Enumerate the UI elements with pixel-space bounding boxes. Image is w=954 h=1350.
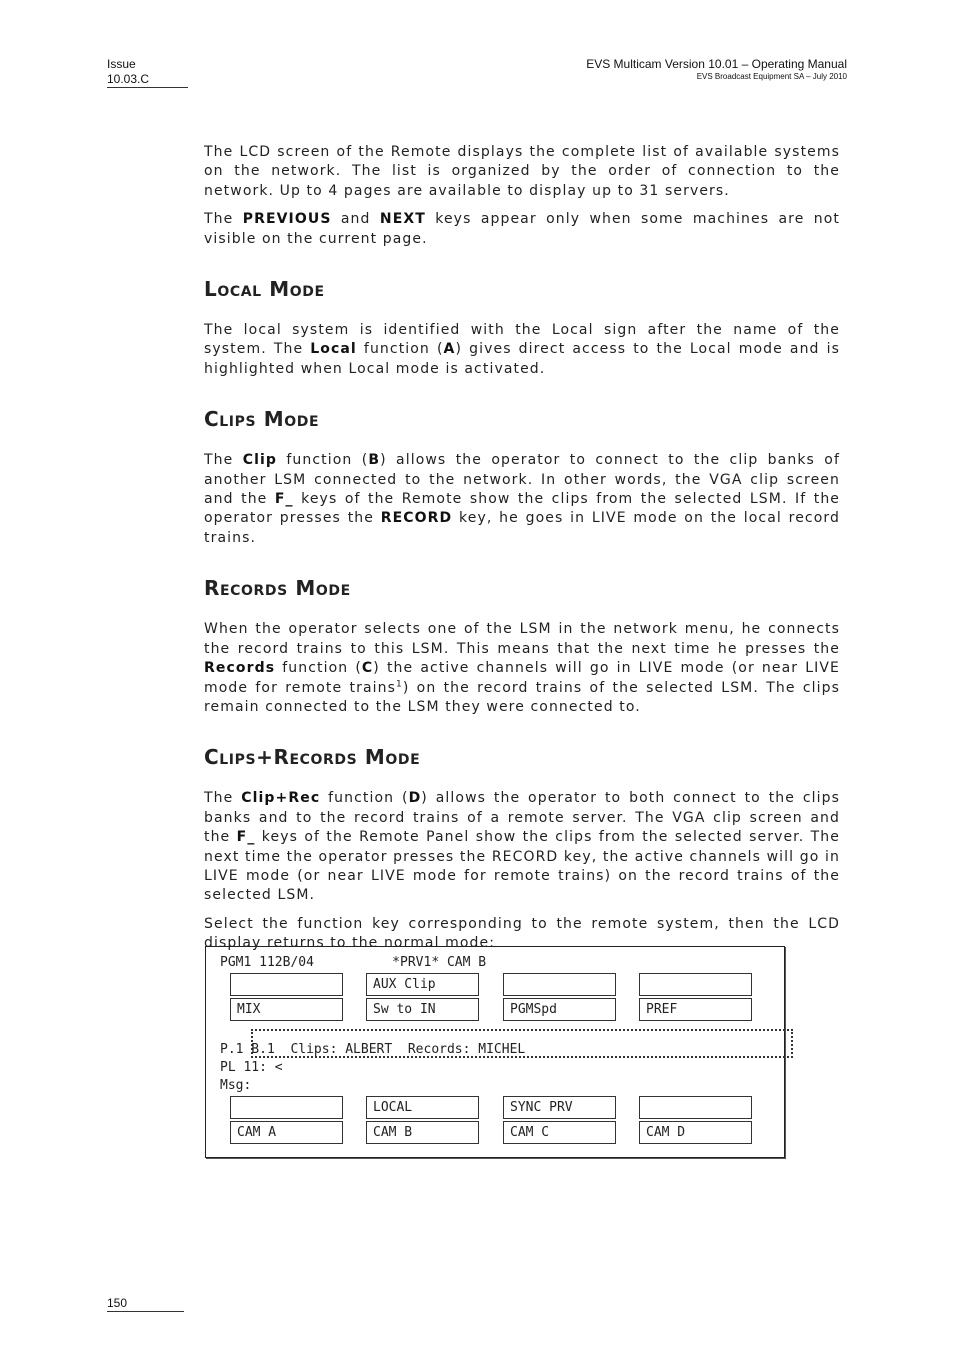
lcd-playlist-line: PL 11: < [220,1060,283,1075]
lcd-key-f3 [503,973,616,996]
footnote-marker[interactable]: 1 [395,678,403,689]
intro-paragraph-1: The LCD screen of the Remote displays the complete list of available systems on the network. The list is organized by the order of connection to the network. Up to 4 pages are available to display up to 31 servers. [204,144,840,199]
issue-number: 10.03.C [107,72,188,88]
records-mode-heading: Records Mode [204,576,351,601]
lcd-display-figure [205,946,785,1158]
clips-records-mode-paragraph: The Clip+Rec function (D) allows the operator to both connect to the clips banks and to the record trains of a remote server. The VGA clip screen and the F_ keys of the Remote Panel show the clips from the selected server. The next time the operator presses the RECORD key, the active channels will go in LIVE mode (or near LIVE mode for remote trains) on the record trains of the selected LSM. [204,790,841,904]
lcd-cam-b: CAM B [366,1121,479,1144]
lcd-key-b: LOCAL [366,1096,479,1119]
lcd-cam-a: CAM A [230,1121,343,1144]
issue-label: Issue [107,57,136,71]
page-content [204,143,840,963]
records-mode-paragraph: When the operator selects one of the LSM in the network menu, he connects the record trains to this LSM. This means that the next time he presses the Records function (C) the active channels will go in LIVE mode (or near LIVE mode for remote trains$^1$) on the record trains of the selected LSM. The clips remain connected to the LSM they were connected to. [204,621,840,715]
lcd-cam-c: CAM C [503,1121,616,1144]
lcd-key-a [230,1096,343,1119]
lcd-intro-paragraph: Select the function key corresponding to the remote system, then the LCD display returns to the normal mode: [204,915,840,952]
intro-paragraph-2: The PREVIOUS and NEXT keys appear only when some machines are not visible on the current page. [204,211,840,247]
next-key-label: NEXT [379,211,426,228]
previous-key-label: PREVIOUS [242,211,332,228]
lcd-key-f8: PREF [639,998,752,1021]
lcd-message-line: Msg: [220,1078,252,1093]
lcd-key-f6: Sw to IN [366,998,479,1021]
lcd-key-f4 [639,973,752,996]
lcd-cam-d: CAM D [639,1121,752,1144]
lcd-key-d [639,1096,752,1119]
lcd-key-f2: AUX Clip [366,973,479,996]
lcd-top-line: PGM1 112B/04 *PRV1* CAM B [220,955,487,970]
local-mode-heading: Local Mode [204,277,325,302]
lcd-key-f7: PGMSpd [503,998,616,1021]
manual-title: EVS Multicam Version 10.01 – Operating Manual [586,57,847,71]
clips-records-mode-heading: Clips+Records Mode [204,745,421,770]
lcd-key-f5: MIX [230,998,343,1021]
running-header [586,57,847,82]
lcd-key-c: SYNC PRV [503,1096,616,1119]
clips-mode-paragraph: The Clip function (B) allows the operator to connect to the clip banks of another LSM connected to the network. In other words, the VGA clip screen and the F_ keys of the Remote show the clips from the selected LSM. If the operator presses the RECORD key, he goes in LIVE mode on the local record trains. [204,452,841,546]
issue-block [107,57,188,88]
clips-mode-heading: Clips Mode [204,407,320,432]
lcd-key-f1 [230,973,343,996]
manual-subtitle: EVS Broadcast Equipment SA – July 2010 [696,72,847,81]
page-number: 150 [107,1295,184,1312]
lcd-status-line: P.1 B.1 Clips: ALBERT Records: MICHEL [220,1042,526,1057]
local-mode-paragraph: The local system is identified with the Local sign after the name of the system. The Local function (A) gives direct access to the Local mode and is highlighted when Local mode is activated. [204,322,841,377]
